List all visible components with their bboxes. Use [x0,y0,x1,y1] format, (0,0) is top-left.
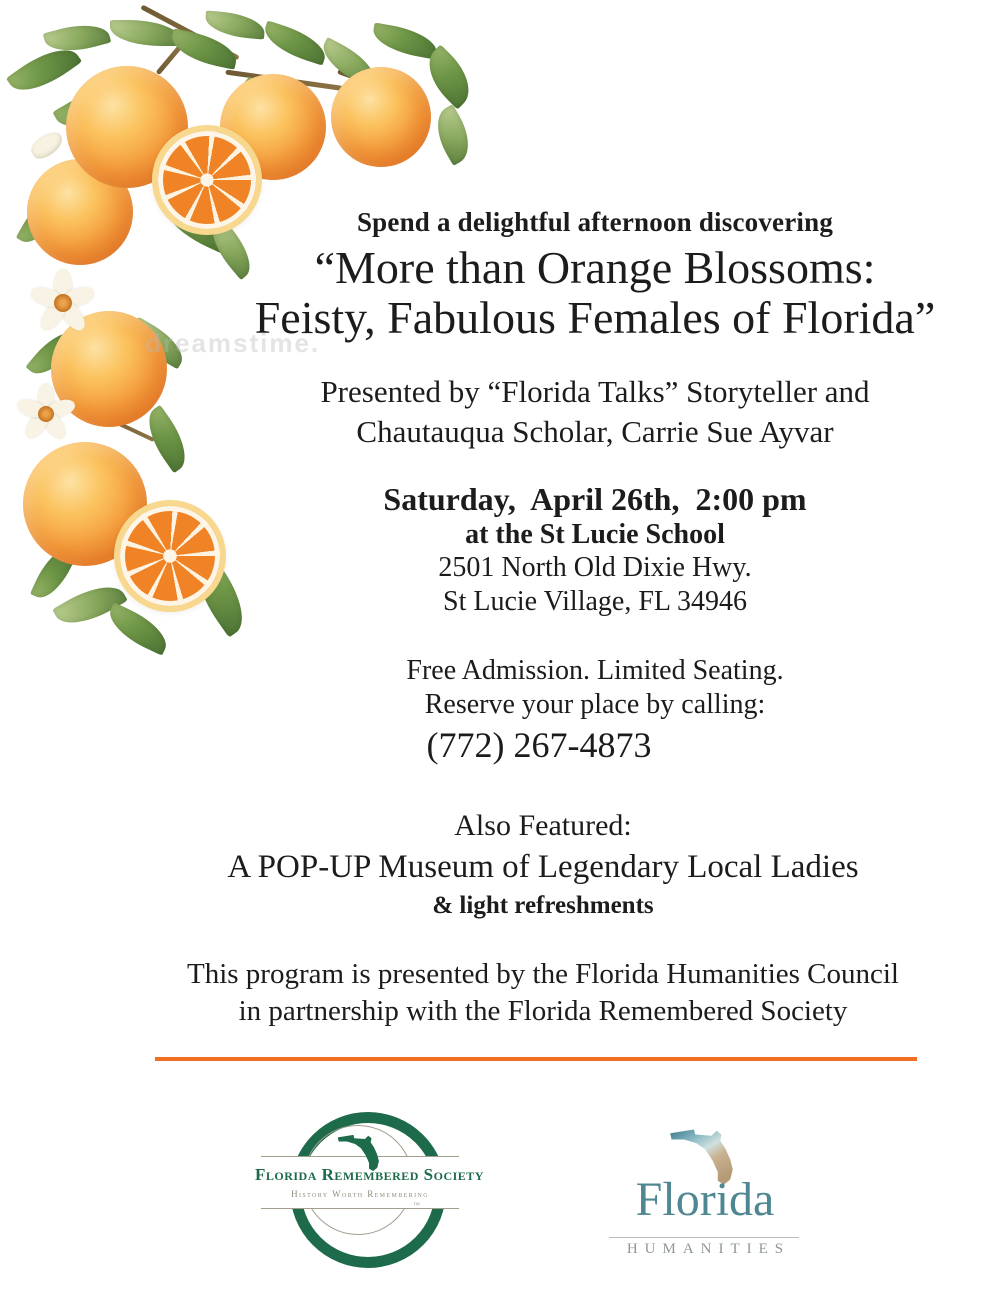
leaf [260,20,331,65]
presenter-section [0,372,1000,452]
also-featured-section [0,806,1000,922]
admission-line1: Free Admission. Limited Seating. [406,655,784,686]
title-section [0,201,1000,343]
fh-logo-name: Florida [635,1173,775,1226]
admission-line2: Reserve your place by calling: [424,689,766,720]
accent-divider-rule [155,1057,917,1061]
address-line1: 2501 North Old Dixie Hwy. [438,552,752,583]
featured-line2: & light refreshments [432,892,654,919]
florida-humanities-logo [600,1110,810,1262]
address-line2: St Lucie Village, FL 34946 [443,586,747,617]
orange-blossom-bud [27,127,66,163]
program-credit-section [0,956,1000,1030]
leaf [370,22,440,59]
featured-heading: Also Featured: [454,809,632,842]
event-title-line1: “More than Orange Blossoms: [314,242,876,293]
orange-fruit [331,67,431,167]
intro-line: Spend a delightful afternoon discovering [356,207,834,237]
event-datetime: Saturday, April 26th, 2:00 pm [383,481,807,517]
event-venue: at the St Lucie School [465,519,725,550]
program-line1: This program is presented by the Florida Humanities Council [187,958,899,990]
trademark-symbol: ™ [413,1201,420,1209]
frs-logo-tagline: History Worth Remembering [291,1189,429,1199]
event-title-line2: Feisty, Fabulous Females of Florida” [254,292,936,343]
leaf [204,10,266,39]
frs-logo-name: Florida Remembered Society [255,1165,484,1184]
fh-logo-rule [609,1237,799,1238]
when-where-section [0,480,1000,619]
admission-section [0,654,1000,768]
leaf [427,104,480,166]
fh-logo-subtitle: HUMANITIES [626,1241,791,1257]
presenter-line2: Chautauqua Scholar, Carrie Sue Ayvar [356,414,834,449]
featured-line1: A POP-UP Museum of Legendary Local Ladies [227,849,859,885]
watermark-text: dreamstime. [145,328,321,358]
program-line2: in partnership with the Florida Remembered Society [238,995,848,1027]
phone-number: (772) 267-4873 [426,725,652,765]
presenter-line1: Presented by “Florida Talks” Storyteller and [320,374,870,409]
florida-remembered-society-logo [255,1105,484,1265]
